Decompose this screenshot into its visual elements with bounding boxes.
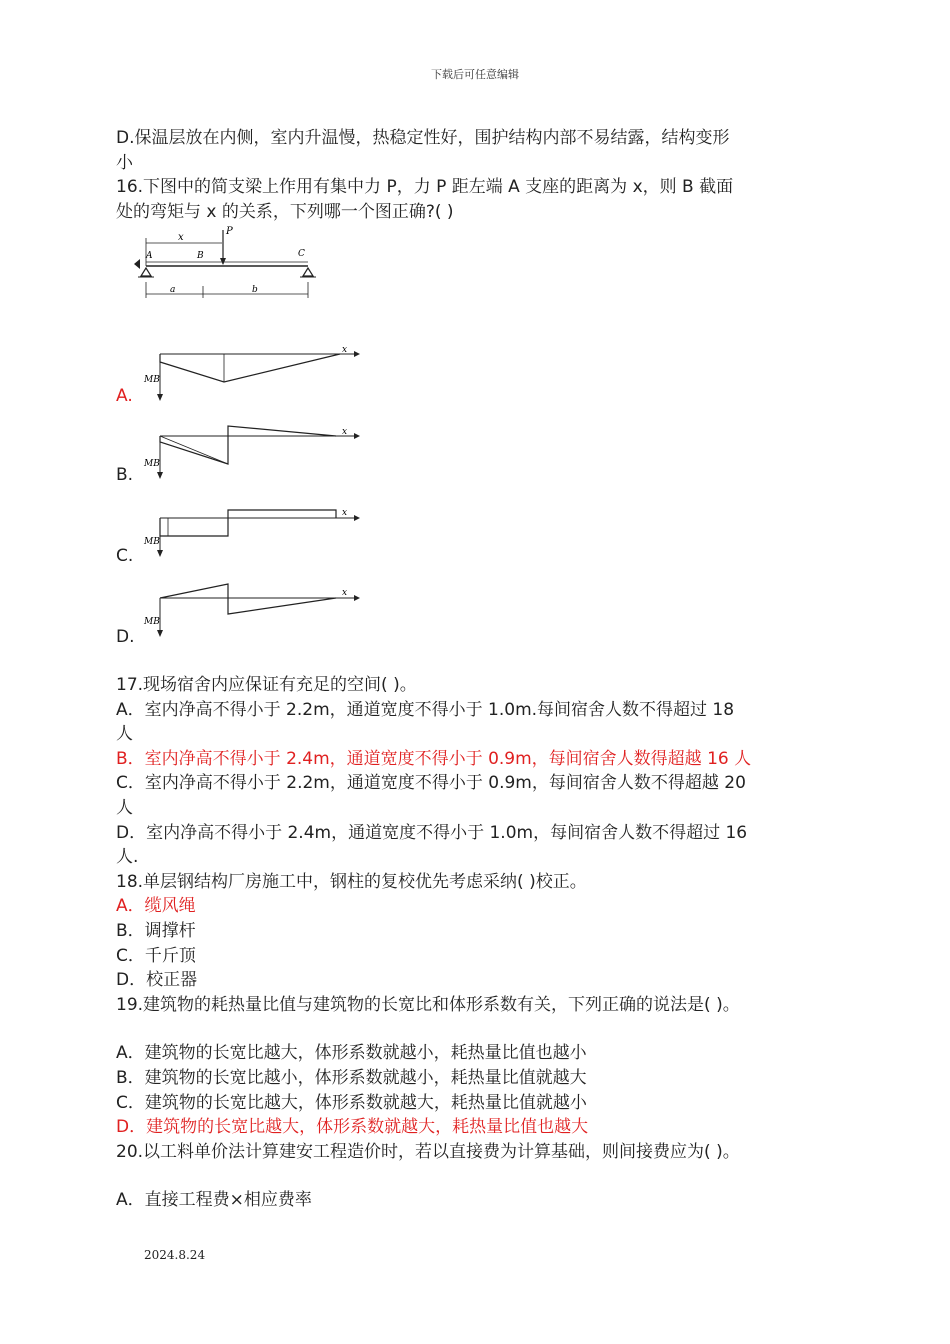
q20-option-a[interactable]: A．直接工程费×相应费率 <box>116 1190 312 1211</box>
page-footer-date: 2024.8.24 <box>144 1248 206 1262</box>
label-point-b: B <box>197 251 204 261</box>
svg-text:x: x <box>342 508 348 518</box>
question-block-top <box>116 126 816 224</box>
q18-stem: 18.单层钢结构厂房施工中，钢柱的复校优先考虑采纳( )校正。 <box>116 871 587 892</box>
option-a-moment-diagram <box>140 342 360 404</box>
moment-line <box>160 584 336 614</box>
q20-stem: 20.以工料单价法计算建安工程造价时，若以直接费为计算基础，则间接费应为( )。 <box>116 1141 740 1162</box>
q19-option-c[interactable]: C．建筑物的长宽比越大，体形系数就越大，耗热量比值就越小 <box>116 1092 587 1113</box>
q19-stem: 19.建筑物的耗热量比值与建筑物的长宽比和体形系数有关，下列正确的说法是( )。 <box>116 994 740 1015</box>
svg-text:MB: MB <box>144 617 160 627</box>
page-header: 下载后可任意编辑 <box>431 68 519 81</box>
support-a-icon <box>141 268 151 276</box>
moment-line <box>160 426 336 464</box>
option-b-moment-diagram <box>140 422 360 482</box>
q16-option-b[interactable]: B. <box>116 465 134 485</box>
svg-text:x: x <box>342 345 348 355</box>
option-d-moment-diagram <box>140 582 360 640</box>
q15-option-d-line2: 小 <box>116 152 133 173</box>
left-support-icon <box>134 259 140 269</box>
label-length-b: b <box>252 285 258 295</box>
q17-option-a-line1[interactable]: A．室内净高不得小于 2.2m，通道宽度不得小于 1.0m.每间宿舍人数不得超过 18 <box>116 699 735 720</box>
question-block-bottom <box>116 673 816 1213</box>
label-x: x <box>178 232 184 243</box>
svg-text:x: x <box>342 427 348 437</box>
label-point-a: A <box>146 251 153 261</box>
q17-option-c-line2: 人 <box>116 797 133 818</box>
q18-option-b[interactable]: B．调撑杆 <box>116 920 196 941</box>
option-c-moment-diagram <box>140 502 360 560</box>
q19-option-a[interactable]: A．建筑物的长宽比越大，体形系数就越小，耗热量比值也越小 <box>116 1043 587 1064</box>
q18-option-c[interactable]: C．千斤顶 <box>116 945 196 966</box>
support-c-icon <box>303 268 313 276</box>
q18-option-a[interactable]: A．缆风绳 <box>116 896 196 917</box>
q16-option-c[interactable]: C. <box>116 546 134 566</box>
q19-option-b[interactable]: B．建筑物的长宽比越小，体形系数就越小，耗热量比值就越大 <box>116 1067 587 1088</box>
label-point-c: C <box>298 249 305 259</box>
label-length-a: a <box>170 285 176 295</box>
moment-line <box>160 354 340 382</box>
svg-text:MB: MB <box>144 459 160 469</box>
q16-stem-line2: 处的弯矩与 x 的关系，下列哪一个图正确?( ) <box>116 201 454 222</box>
q17-option-d-line2: 人. <box>116 847 139 868</box>
q19-option-d[interactable]: D．建筑物的长宽比越大，体形系数就越大，耗热量比值也越大 <box>116 1117 589 1138</box>
svg-text:x: x <box>342 588 348 598</box>
svg-text:MB: MB <box>144 537 160 547</box>
q17-option-c-line1[interactable]: C．室内净高不得小于 2.2m，通道宽度不得小于 0.9m，每间宿舍人数不得超越 20 <box>116 773 746 794</box>
q17-option-d-line1[interactable]: D．室内净高不得小于 2.4m，通道宽度不得小于 1.0m，每间宿舍人数不得超过 16 <box>116 822 748 843</box>
simply-supported-beam-figure <box>126 226 326 306</box>
svg-text:MB: MB <box>144 375 160 385</box>
label-p: P <box>226 226 233 237</box>
q17-stem: 17.现场宿舍内应保证有充足的空间( )。 <box>116 675 417 695</box>
q16-option-d[interactable]: D. <box>116 627 135 647</box>
q18-option-d[interactable]: D．校正器 <box>116 970 198 991</box>
q15-option-d-line1: D.保温层放在内侧，室内升温慢，热稳定性好，围护结构内部不易结露，结构变形 <box>116 128 730 148</box>
q17-option-a-line2: 人 <box>116 724 133 745</box>
q16-option-a[interactable]: A. <box>116 386 133 406</box>
moment-line <box>160 510 336 536</box>
q16-stem-line1: 16.下图中的简支梁上作用有集中力 P，力 P 距左端 A 支座的距离为 x，则 B 截面 <box>116 177 734 198</box>
q17-option-b[interactable]: B．室内净高不得小于 2.4m，通道宽度不得小于 0.9m，每间宿舍人数得超越 16 人 <box>116 748 752 769</box>
